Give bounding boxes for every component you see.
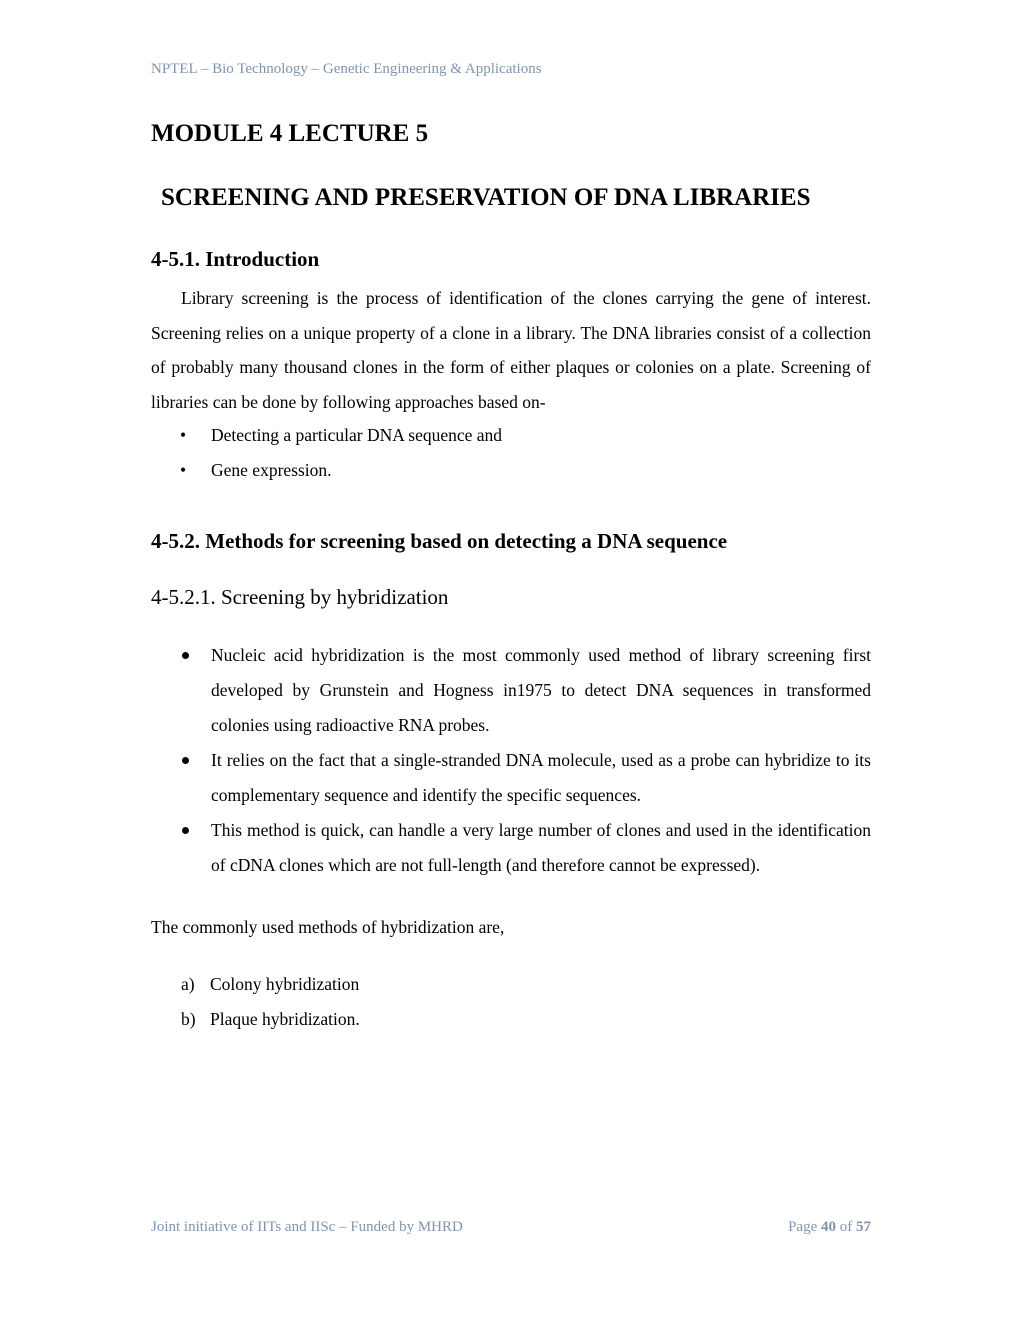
list-item-text: Colony hybridization — [210, 974, 360, 994]
bullet-icon — [182, 827, 189, 834]
hybridization-list — [176, 638, 871, 883]
bullet-icon: • — [180, 459, 187, 480]
list-item-text: Plaque hybridization. — [210, 1009, 360, 1029]
subsection-heading-hybridization: 4-5.2.1. Screening by hybridization — [151, 585, 449, 609]
list-item — [176, 638, 871, 743]
list-item-text: Nucleic acid hybridization is the most commonly used method of library screening first developed by Grunstein and Hogness in1975 to detect DNA sequences in transformed colonies using radioactive RNA probes. — [211, 645, 871, 735]
list-item — [181, 967, 360, 1002]
approaches-list — [176, 418, 871, 487]
intro-paragraph — [151, 281, 871, 419]
footer-funding-text: Joint initiative of IITs and IISc – Funded by MHRD — [151, 1219, 463, 1235]
list-item-label: b) — [181, 1009, 196, 1029]
page-label: Page — [788, 1219, 818, 1235]
page-header: NPTEL – Bio Technology – Genetic Engineering & Applications — [151, 61, 542, 77]
page-current: 40 — [821, 1219, 836, 1235]
methods-intro-text: The commonly used methods of hybridization are, — [151, 917, 505, 937]
intro-paragraph-text: Library screening is the process of identification of the clones carrying the gene of interest. Screening relies on a unique property of a clone in a library. The DNA libraries consist of a collection of probably many thousand clones in the form of either plaques or colonies on a plate. Screening of libraries can be done by following approaches based on- — [151, 288, 871, 412]
list-item — [176, 743, 871, 813]
page-number — [788, 1219, 871, 1236]
section-heading-methods: 4-5.2. Methods for screening based on detecting a DNA sequence — [151, 529, 728, 553]
hybridization-methods-list — [181, 967, 360, 1037]
bullet-icon — [182, 757, 189, 764]
bullet-icon: • — [180, 425, 187, 445]
bullet-icon — [182, 652, 189, 659]
page-title: SCREENING AND PRESERVATION OF DNA LIBRARIES — [161, 184, 811, 211]
list-item-text: Detecting a particular DNA sequence and — [211, 425, 503, 445]
list-item-text: This method is quick, can handle a very large number of clones and used in the identification of cDNA clones which are not full-length (and therefore cannot be expressed). — [211, 820, 871, 875]
list-item — [176, 418, 871, 453]
list-item — [181, 1002, 360, 1037]
section-heading-introduction: 4-5.1. Introduction — [151, 247, 320, 271]
page-of-label: of — [839, 1219, 853, 1235]
list-item-text: It relies on the fact that a single-stranded DNA molecule, used as a probe can hybridize to its complementary sequence and identify the specific sequences. — [211, 750, 871, 805]
list-item — [176, 813, 871, 883]
list-item-text: Gene expression. — [211, 459, 332, 480]
list-item — [176, 453, 871, 488]
list-item-label: a) — [181, 974, 195, 994]
page-total: 57 — [856, 1219, 871, 1235]
module-title: MODULE 4 LECTURE 5 — [151, 120, 429, 147]
